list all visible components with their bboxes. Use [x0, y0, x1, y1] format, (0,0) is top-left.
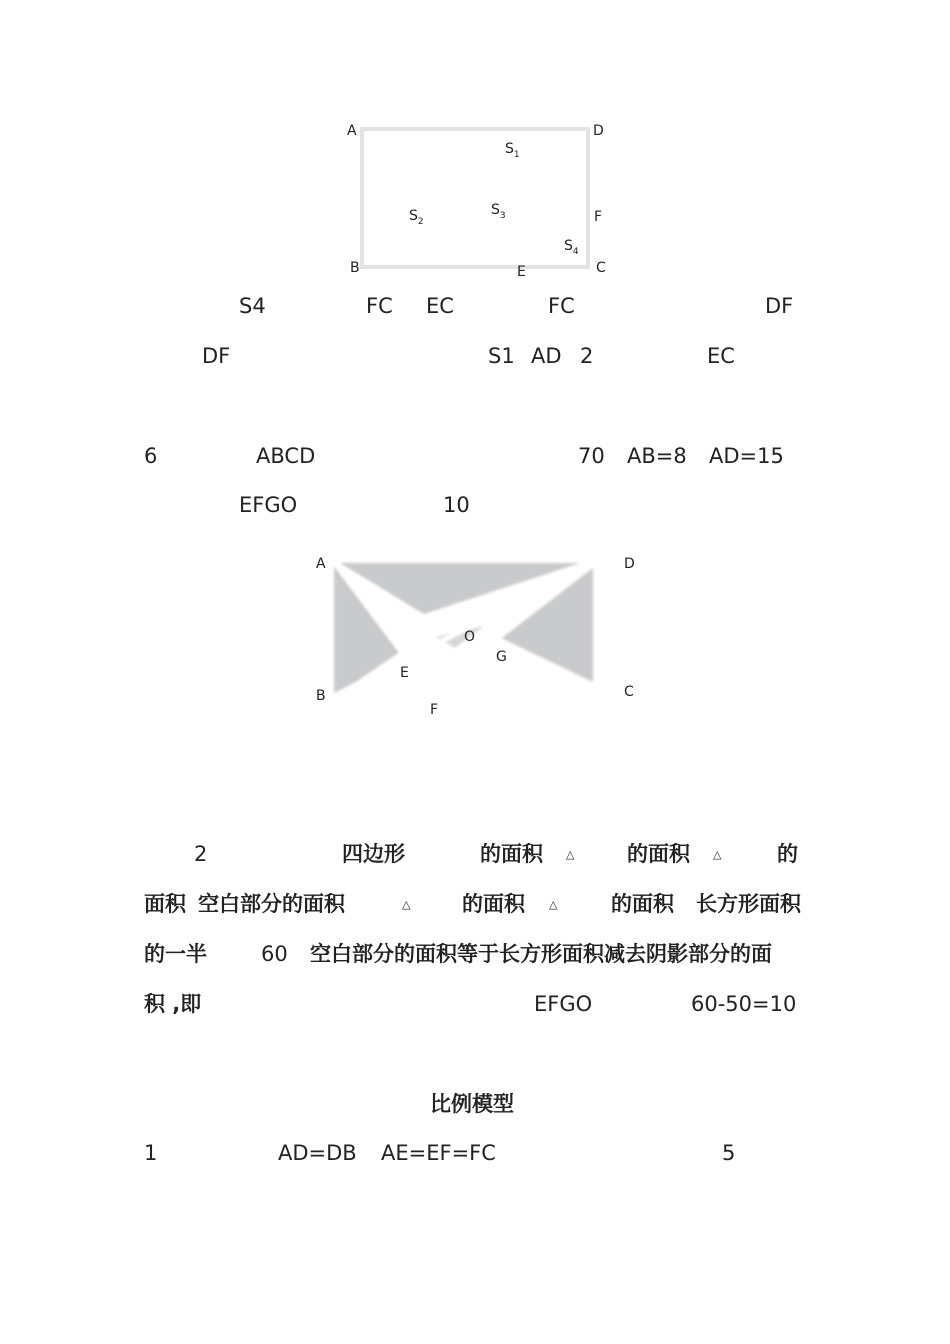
fig2-label-g: G: [496, 649, 507, 665]
line5-5: 5: [722, 1141, 736, 1165]
line2-ec: EC: [707, 344, 735, 368]
sol2-rect-area: 长方形面积: [696, 892, 801, 916]
line4-efgo: EFGO: [239, 493, 298, 517]
fig1-label-a: A: [347, 123, 357, 139]
fig2-label-c: C: [624, 684, 634, 700]
section-title: 比例模型: [430, 1092, 514, 1116]
fig1-label-f: F: [594, 209, 603, 225]
sol1-area-b: 的面积: [627, 842, 690, 866]
problem-number-1: 1: [144, 1141, 158, 1165]
line1-df: DF: [765, 294, 794, 318]
sol3-half: 的一半: [144, 942, 207, 966]
line2-ad: AD: [531, 344, 562, 368]
sol1-2: 2: [194, 842, 208, 866]
sol2-blank-area: 空白部分的面积: [198, 892, 345, 916]
line1-fc-2: FC: [548, 294, 575, 318]
sol1-quadrilateral: 四边形: [342, 842, 405, 866]
sol3-60: 60: [261, 942, 288, 966]
line5-ad-db: AD=DB: [278, 1141, 357, 1165]
fig1-label-c: C: [596, 260, 606, 276]
region-s3-subscript: 3: [499, 211, 506, 221]
line-b-c: [334, 691, 586, 696]
line3-abcd: ABCD: [256, 444, 316, 468]
fig1-label-b: B: [350, 260, 360, 276]
sol2-area: 面积: [144, 892, 186, 916]
sol4-result: 60-50=10: [691, 992, 797, 1016]
sol4-ji: 积 ,即: [144, 992, 202, 1016]
line1-fc: FC: [366, 294, 393, 318]
line3-ab: AB=8: [627, 444, 687, 468]
triangle-symbol: △: [713, 848, 722, 861]
sol4-efgo: EFGO: [534, 992, 593, 1016]
region-s3-letter: S: [491, 202, 500, 218]
region-s1-subscript: 1: [513, 150, 520, 160]
fig2-label-o: O: [464, 629, 476, 645]
line2-2: 2: [580, 344, 594, 368]
sol1-de: 的: [777, 842, 798, 866]
region-s1-letter: S: [505, 141, 514, 157]
line3-70: 70: [578, 444, 605, 468]
fig1-label-e: E: [517, 264, 526, 280]
fig2-label-f: F: [430, 702, 439, 718]
fig1-label-d: D: [593, 123, 604, 139]
line2-df: DF: [202, 344, 231, 368]
line5-ae-ef-fc: AE=EF=FC: [381, 1141, 496, 1165]
sol1-area-a: 的面积: [480, 842, 543, 866]
fig2-label-b: B: [316, 688, 326, 704]
problem-number-6: 6: [144, 444, 158, 468]
region-s2-letter: S: [409, 208, 418, 224]
line3-ad: AD=15: [709, 444, 784, 468]
triangle-symbol: △: [566, 848, 575, 861]
region-s2-subscript: 2: [417, 217, 424, 227]
region-s4-letter: S: [564, 238, 573, 254]
triangle-symbol: △: [549, 898, 558, 911]
line1-s4: S4: [239, 294, 266, 318]
line1-ec: EC: [426, 294, 454, 318]
sol2-area-b: 的面积: [611, 892, 674, 916]
fig2-label-e: E: [400, 665, 409, 681]
fig2-label-d: D: [624, 556, 635, 572]
triangle-symbol: △: [402, 898, 411, 911]
line2-s1: S1: [488, 344, 515, 368]
region-s4-subscript: 4: [572, 247, 579, 257]
line4-10: 10: [443, 493, 470, 517]
sol2-area-a: 的面积: [462, 892, 525, 916]
fig2-label-a: A: [316, 556, 326, 572]
sol3-statement: 空白部分的面积等于长方形面积减去阴影部分的面: [310, 942, 772, 966]
